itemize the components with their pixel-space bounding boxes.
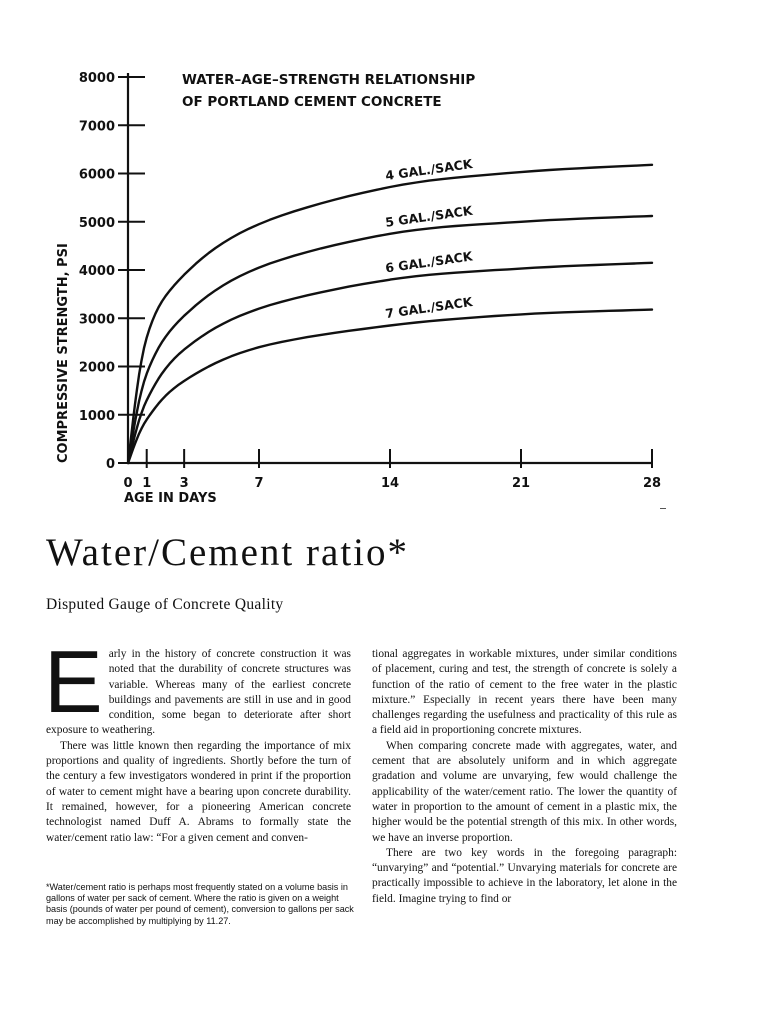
article-subhead: Disputed Gauge of Concrete Quality xyxy=(46,596,284,613)
article-column-left xyxy=(44,632,351,846)
y-tick-label: 7000 xyxy=(78,119,115,135)
drop-cap: E xyxy=(44,632,103,731)
paragraph-1-text: arly in the history of concrete construction it was noted that the durability of concrete structures was variable. Whereas many of the earliest concrete buildings and pavements are still in use and in good condition, some began to deteriorate after short exposure to weathering. xyxy=(46,648,351,737)
x-tick-label: 3 xyxy=(179,476,189,491)
y-tick-label: 0 xyxy=(105,457,115,472)
series-label-2: 5 GAL./SACK xyxy=(384,202,474,230)
stray-mark xyxy=(660,508,666,509)
y-tick-label: 2000 xyxy=(78,360,115,376)
series-label-3: 6 GAL./SACK xyxy=(384,248,474,276)
y-tick-label: 1000 xyxy=(78,408,115,424)
paragraph-2: There was little known then regarding the importance of mix proportions and quality of ingredients. Shortly before the turn of the century a few investigators wondered in print if the proportion of water to cement might have a bearing upon concrete durability. It remained, however, for a pioneering American concrete technologist named Duff A. Abrams to formally state the water/cement ratio law: “For a given cement and conven- xyxy=(46,739,351,844)
x-tick-label: 1 xyxy=(142,476,152,491)
article-headline: Water/Cement ratio* xyxy=(46,531,409,574)
y-axis-label: COMPRESSIVE STRENGTH, PSI xyxy=(56,243,71,463)
series-label-1: 4 GAL./SACK xyxy=(384,156,474,184)
paragraph-3: tional aggregates in workable mixtures, under similar conditions of placement, curing and test, the strength of concrete is solely a function of the ratio of cement to the free water in the plastic mixture.” Especially in recent years there have been many challenges regarding the usefulness and practicality of this rule as a field aid in proportioning concrete mixtures. xyxy=(372,648,677,737)
chart-subtitle: OF PORTLAND CEMENT CONCRETE xyxy=(182,94,442,110)
x-tick-label: 21 xyxy=(511,476,531,491)
y-tick-label: 8000 xyxy=(78,71,115,86)
y-tick-label: 4000 xyxy=(78,264,115,279)
footnote: *Water/cement ratio is perhaps most frequently stated on a volume basis in gallons of water per sack of cement. Where the ratio is given on a weight basis (pounds of water per pound of cement), conversion to gallons per sack may be accomplished by multiplying by 11.27. xyxy=(46,882,354,926)
paragraph-1 xyxy=(44,632,351,739)
x-axis-label: AGE IN DAYS xyxy=(124,491,217,506)
article-column-right xyxy=(372,647,677,907)
y-tick-label: 3000 xyxy=(78,312,115,328)
chart-title: WATER–AGE–STRENGTH RELATIONSHIP xyxy=(182,72,476,88)
series-line-2 xyxy=(128,216,652,463)
y-tick-label: 5000 xyxy=(78,215,115,231)
x-tick-label: 7 xyxy=(254,476,264,491)
x-axis-ticks xyxy=(123,449,661,491)
paragraph-5: There are two key words in the foregoing paragraph: “unvarying” and “potential.” Unvarying materials for concrete are practically impossible to achieve in the laboratory, let alone in the field. Imagine trying to find or xyxy=(372,846,677,905)
x-tick-label: 0 xyxy=(123,476,133,491)
y-tick-label: 6000 xyxy=(78,167,115,183)
x-tick-label: 14 xyxy=(380,476,400,491)
series-label-4: 7 GAL./SACK xyxy=(384,294,474,322)
series-line-3 xyxy=(128,263,652,463)
paragraph-4: When comparing concrete made with aggregates, water, and cement that are absolutely uniform and in which aggregate gradation and volume are unvarying, few would challenge the applicability of the water/cement ratio. The lower the quantity of water in proportion to the amount of cement in a plastic mix, the higher would be the potential strength of this mix. In other words, we have an inverse proportion. xyxy=(372,739,677,844)
x-tick-label: 28 xyxy=(642,476,662,491)
